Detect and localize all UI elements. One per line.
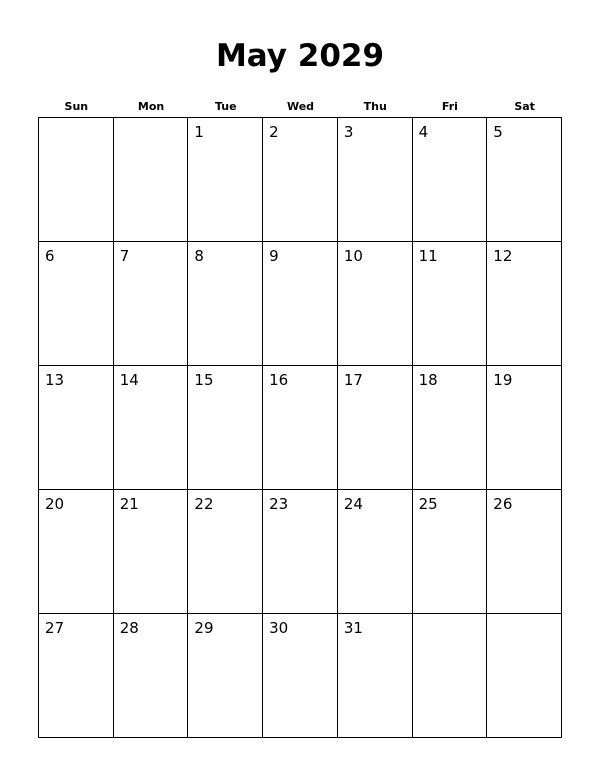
day-cell [114,614,189,738]
day-number: 19 [493,371,513,389]
day-cell [188,614,263,738]
day-cell [39,242,114,366]
day-cell [263,366,338,490]
day-number: 1 [194,123,204,141]
day-cell [263,118,338,242]
day-number: 8 [194,247,204,265]
day-cell [263,242,338,366]
day-cell [39,614,114,738]
day-number: 29 [194,619,214,637]
day-number: 30 [269,619,289,637]
day-cell [487,490,562,614]
weekday-sun: Sun [64,100,89,113]
day-cell [338,242,413,366]
weekday-wed: Wed [286,100,315,113]
day-cell [338,614,413,738]
day-number: 31 [343,619,363,637]
day-number: 15 [194,371,214,389]
day-cell [413,490,488,614]
day-number: 11 [418,247,438,265]
day-cell [487,614,562,738]
day-cell [487,242,562,366]
day-number: 20 [45,495,65,513]
day-cell [413,242,488,366]
day-cell [39,118,114,242]
day-cell [487,118,562,242]
day-cell [39,366,114,490]
day-number: 27 [45,619,65,637]
day-number: 14 [119,371,139,389]
day-cell [114,118,189,242]
day-cell [114,490,189,614]
day-number: 18 [418,371,438,389]
day-number: 17 [343,371,363,389]
day-cell [39,490,114,614]
day-cell [263,614,338,738]
day-number: 5 [493,123,503,141]
day-cell [413,614,488,738]
day-cell [263,490,338,614]
day-number: 13 [45,371,65,389]
day-number: 6 [45,247,55,265]
day-cell [188,118,263,242]
day-cell [338,490,413,614]
day-cell [188,366,263,490]
weekday-sat: Sat [514,100,535,113]
day-cell [413,118,488,242]
weekday-mon: Mon [137,100,165,113]
day-number: 3 [343,123,354,141]
day-cell [338,366,413,490]
day-number: 26 [493,495,513,513]
day-cell [338,118,413,242]
day-number: 24 [343,495,363,513]
day-cell [188,242,263,366]
day-number: 12 [493,247,513,265]
day-number: 25 [418,495,438,513]
day-number: 9 [269,247,279,265]
weekday-thu: Thu [363,100,387,113]
calendar-title: May 2029 [215,38,385,74]
weekday-tue: Tue [214,100,237,113]
calendar-grid [38,117,562,738]
day-number: 22 [194,495,214,513]
day-cell [413,366,488,490]
day-number: 10 [343,247,363,265]
day-cell [188,490,263,614]
day-cell [487,366,562,490]
day-number: 21 [119,495,139,513]
day-number: 16 [269,371,289,389]
weekday-header-row [39,99,562,115]
day-number: 2 [269,123,279,141]
day-cell [114,366,189,490]
weekday-fri: Fri [441,100,458,113]
day-number: 4 [418,123,429,141]
day-number: 7 [119,247,130,265]
day-cell [114,242,189,366]
day-number: 28 [119,619,139,637]
day-number: 23 [269,495,289,513]
